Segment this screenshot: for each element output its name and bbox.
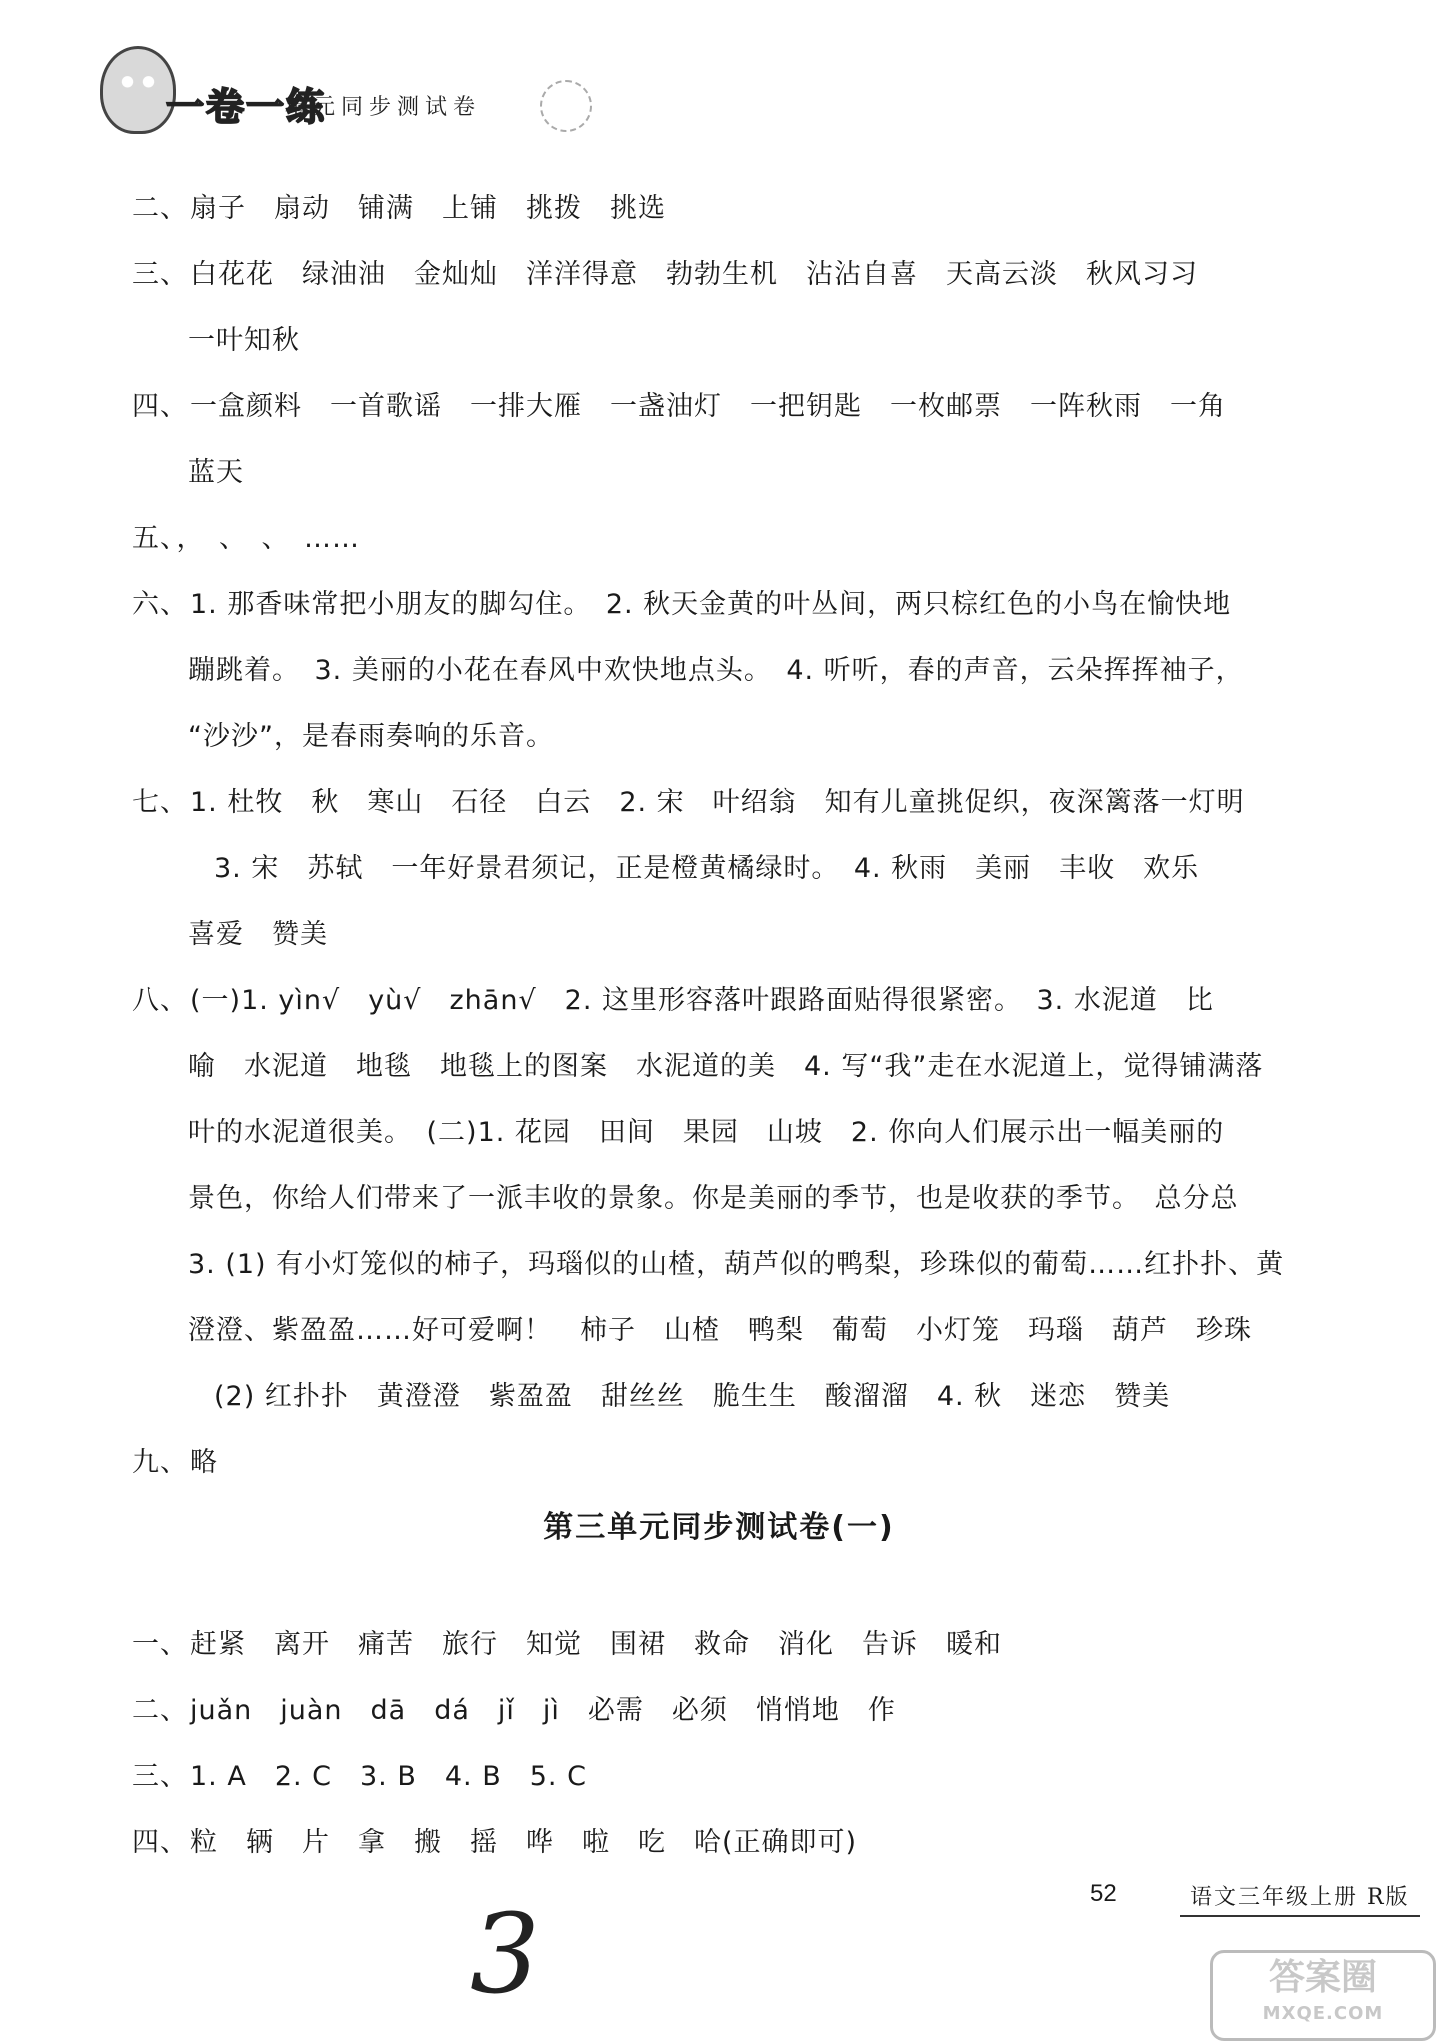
answer-text: 蓝天: [188, 457, 244, 488]
answer-text: 1. 那香味常把小朋友的脚勾住。 2. 秋天金黄的叶丛间，两只棕红色的小鸟在愉快地: [190, 589, 1232, 620]
answer-line: [132, 968, 1312, 1034]
answer-line: [132, 1298, 1312, 1364]
answer-line: [132, 770, 1312, 836]
answer-line: [132, 374, 1312, 440]
page-header: [100, 46, 620, 136]
question-number: 七、: [132, 787, 188, 818]
answer-line: [132, 836, 1312, 902]
answer-line: [132, 1100, 1312, 1166]
answers-section-1: [132, 176, 1312, 1496]
question-number: 八、: [132, 985, 188, 1016]
answer-text: 景色，你给人们带来了一派丰收的景象。你是美丽的季节，也是收获的季节。 总分总: [188, 1183, 1239, 1214]
answer-text: 粒 辆 片 拿 搬 摇 哗 啦 吃 哈(正确即可): [190, 1827, 858, 1858]
answer-text: 略: [190, 1447, 218, 1478]
question-number: 三、: [132, 1761, 188, 1792]
answer-line: [132, 1678, 1312, 1744]
answer-text: 叶的水泥道很美。 (二)1. 花园 田间 果园 山坡 2. 你向人们展示出一幅美丽的: [188, 1117, 1225, 1148]
answer-text: 1. 杜牧 秋 寒山 石径 白云 2. 宋 叶绍翁 知有儿童挑促织，夜深篱落一灯明: [190, 787, 1245, 818]
answer-text: “沙沙”，是春雨奏响的乐音。: [188, 721, 554, 752]
answer-line: [132, 1232, 1312, 1298]
question-number: 四、: [132, 391, 188, 422]
answer-line: [132, 638, 1312, 704]
watermark-url: MXQE.COM: [1262, 2003, 1384, 2024]
answer-text: 蹦跳着。 3. 美丽的小花在春风中欢快地点头。 4. 听听，春的声音，云朵挥挥袖子，: [188, 655, 1244, 686]
answer-line: [132, 1430, 1312, 1496]
answer-line: [132, 176, 1312, 242]
answer-text: ， 、 、 ……: [176, 523, 360, 554]
answer-text: (2) 红扑扑 黄澄澄 紫盈盈 甜丝丝 脆生生 酸溜溜 4. 秋 迷恋 赞美: [214, 1381, 1171, 1412]
answer-text: juǎn juàn dā dá jǐ jì 必需 必须 悄悄地 作: [190, 1695, 896, 1726]
answer-line: [132, 308, 1312, 374]
question-number: 二、: [132, 1695, 188, 1726]
question-number: 三、: [132, 259, 188, 290]
answer-line: [132, 704, 1312, 770]
answer-line: [132, 506, 1312, 572]
answer-text: (一)1. yìn√ yù√ zhān√ 2. 这里形容落叶跟路面贴得很紧密。 3. 水泥道 比: [190, 985, 1214, 1016]
answer-text: 喻 水泥道 地毯 地毯上的图案 水泥道的美 4. 写“我”走在水泥道上，觉得铺满落: [188, 1051, 1264, 1082]
question-number: 五、: [132, 523, 175, 554]
footer-divider: [1180, 1915, 1420, 1917]
answer-line: [132, 1810, 1312, 1876]
answer-text: 澄澄、紫盈盈……好可爱啊！ 柿子 山楂 鸭梨 葡萄 小灯笼 玛瑙 葫芦 珍珠: [188, 1315, 1252, 1346]
answer-text: 一叶知秋: [188, 325, 300, 356]
page-number: 52: [1090, 1880, 1117, 1907]
answer-text: 赶紧 离开 痛苦 旅行 知觉 围裙 救命 消化 告诉 暖和: [190, 1629, 1002, 1660]
answer-text: 1. A 2. C 3. B 4. B 5. C: [190, 1761, 587, 1792]
answers-section-2: [132, 1612, 1312, 1876]
question-number: 九、: [132, 1447, 188, 1478]
answer-text: 扇子 扇动 铺满 上铺 挑拨 挑选: [190, 193, 666, 224]
answer-text: 3. 宋 苏轼 一年好景君须记，正是橙黄橘绿时。 4. 秋雨 美丽 丰收 欢乐: [214, 853, 1200, 884]
answer-line: [132, 440, 1312, 506]
question-number: 六、: [132, 589, 188, 620]
mascot-icon: [100, 46, 176, 134]
answer-line: [132, 1034, 1312, 1100]
answer-line: [132, 1166, 1312, 1232]
watermark-text: 答案圈: [1268, 1957, 1377, 1998]
question-number: 一、: [132, 1629, 188, 1660]
watermark-logo: [1210, 1950, 1436, 2041]
answer-text: 一盒颜料 一首歌谣 一排大雁 一盏油灯 一把钥匙 一枚邮票 一阵秋雨 一角: [190, 391, 1226, 422]
answer-line: [132, 572, 1312, 638]
answer-line: [132, 1364, 1312, 1430]
answer-text: 喜爱 赞美: [188, 919, 328, 950]
answer-text: 3. (1) 有小灯笼似的柿子，玛瑙似的山楂，葫芦似的鸭梨，珍珠似的葡萄……红扑扑、黄: [188, 1249, 1285, 1280]
answer-line: [132, 1744, 1312, 1810]
question-number: 四、: [132, 1827, 188, 1858]
header-subtitle: 单元同步测试卷: [285, 95, 482, 120]
answer-line: [132, 1612, 1312, 1678]
series-logo: 一卷一练: [166, 84, 327, 129]
book-title: 语文三年级上册 R版: [1190, 1885, 1410, 1910]
answer-line: [132, 902, 1312, 968]
question-number: 二、: [132, 193, 188, 224]
flower-icon: [540, 80, 592, 132]
answer-text: 白花花 绿油油 金灿灿 洋洋得意 勃勃生机 沾沾自喜 天高云淡 秋风习习: [190, 259, 1198, 290]
handwritten-mark: 3: [470, 1890, 540, 2018]
answer-line: [132, 242, 1312, 308]
section-title: 第三单元同步测试卷(一): [543, 1510, 895, 1545]
